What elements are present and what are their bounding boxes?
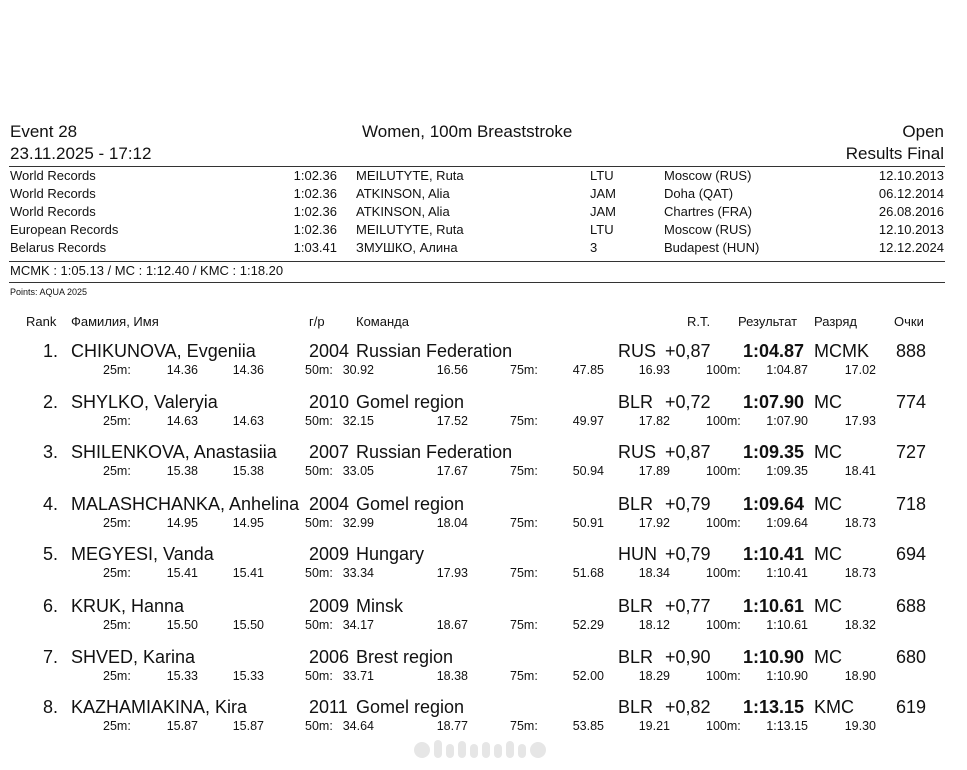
fina-points: 680 xyxy=(895,647,926,667)
split-25-diff: 14.95 xyxy=(232,516,264,530)
reaction-time: +0,87 xyxy=(665,442,711,462)
birth-year: 2010 xyxy=(309,392,350,412)
result-rank: 1. xyxy=(42,341,58,361)
split-25-diff: 14.36 xyxy=(232,363,264,377)
col-rt: R.T. xyxy=(687,314,711,329)
split-50: 30.92 xyxy=(342,363,374,377)
record-place: Moscow (RUS) xyxy=(664,222,752,237)
split-50: 33.05 xyxy=(342,464,374,478)
points-note: Points: AQUA 2025 xyxy=(10,287,88,297)
split-25-diff: 15.41 xyxy=(232,566,264,580)
split-25-diff: 15.38 xyxy=(232,464,264,478)
split-50-diff: 18.38 xyxy=(436,669,468,683)
record-nation: JAM xyxy=(590,204,616,219)
split-100-diff: 18.41 xyxy=(844,464,876,478)
qualification-class: MC xyxy=(814,494,842,514)
team-name: Russian Federation xyxy=(356,341,513,361)
split-label-25: 25m: xyxy=(103,719,131,733)
athlete-name: CHIKUNOVA, Evgeniia xyxy=(71,341,256,361)
split-100: 1:04.87 xyxy=(766,363,808,377)
split-75: 50.91 xyxy=(572,516,604,530)
split-75: 47.85 xyxy=(572,363,604,377)
reaction-time: +0,82 xyxy=(665,697,711,717)
col-class: Разряд xyxy=(814,314,857,329)
birth-year: 2004 xyxy=(309,494,350,514)
qualification-class: MCMK xyxy=(814,341,869,361)
split-100: 1:09.64 xyxy=(766,516,808,530)
final-time: 1:10.41 xyxy=(742,544,804,564)
split-50-diff: 18.77 xyxy=(436,719,468,733)
split-50: 32.15 xyxy=(342,414,374,428)
record-date: 06.12.2014 xyxy=(878,186,944,201)
record-type: World Records xyxy=(10,186,96,201)
athlete-name: MEGYESI, Vanda xyxy=(71,544,214,564)
split-100-diff: 18.73 xyxy=(844,516,876,530)
result-rank: 2. xyxy=(42,392,58,412)
split-25: 15.41 xyxy=(166,566,198,580)
split-label-50: 50m: xyxy=(305,719,333,733)
split-50-diff: 16.56 xyxy=(436,363,468,377)
athlete-name: SHYLKO, Valeryia xyxy=(71,392,218,412)
split-75-diff: 16.93 xyxy=(638,363,670,377)
split-label-25: 25m: xyxy=(103,669,131,683)
qualification-class: KMC xyxy=(814,697,854,717)
split-75: 49.97 xyxy=(572,414,604,428)
col-result: Результат xyxy=(738,314,798,329)
final-time: 1:04.87 xyxy=(742,341,804,361)
athlete-name: KAZHAMIAKINA, Kira xyxy=(71,697,248,717)
split-75-diff: 18.34 xyxy=(638,566,670,580)
record-time: 1:02.36 xyxy=(293,186,337,201)
split-50-diff: 17.52 xyxy=(436,414,468,428)
split-50: 33.71 xyxy=(342,669,374,683)
result-rank: 5. xyxy=(42,544,58,564)
team-name: Minsk xyxy=(356,596,404,616)
fina-points: 619 xyxy=(895,697,926,717)
split-50: 32.99 xyxy=(342,516,374,530)
nation-code: BLR xyxy=(618,596,654,616)
record-time: 1:03.41 xyxy=(293,240,337,255)
split-label-100: 100m: xyxy=(706,516,741,530)
split-label-50: 50m: xyxy=(305,363,333,377)
col-name: Фамилия, Имя xyxy=(71,314,159,329)
result-rank: 3. xyxy=(42,442,58,462)
qualification-standards: MCMK : 1:05.13 / MC : 1:12.40 / KMC : 1:18.20 xyxy=(10,263,284,278)
record-date: 12.10.2013 xyxy=(878,168,944,183)
record-holder: MEILUTYTE, Ruta xyxy=(356,168,464,183)
split-75-diff: 17.92 xyxy=(638,516,670,530)
split-25: 14.36 xyxy=(166,363,198,377)
split-label-100: 100m: xyxy=(706,414,741,428)
split-25-diff: 15.87 xyxy=(232,719,264,733)
split-50-diff: 17.93 xyxy=(436,566,468,580)
athlete-name: SHVED, Karina xyxy=(71,647,196,667)
record-holder: ATKINSON, Alia xyxy=(356,186,450,201)
split-100: 1:10.61 xyxy=(766,618,808,632)
record-nation: JAM xyxy=(590,186,616,201)
record-type: World Records xyxy=(10,204,96,219)
nation-code: BLR xyxy=(618,697,654,717)
split-label-25: 25m: xyxy=(103,363,131,377)
birth-year: 2004 xyxy=(309,341,350,361)
split-label-75: 75m: xyxy=(510,618,538,632)
split-label-100: 100m: xyxy=(706,618,741,632)
split-75: 52.29 xyxy=(572,618,604,632)
birth-year: 2009 xyxy=(309,544,350,564)
split-75-diff: 18.29 xyxy=(638,669,670,683)
split-label-100: 100m: xyxy=(706,566,741,580)
athlete-name: KRUK, Hanna xyxy=(71,596,185,616)
split-label-75: 75m: xyxy=(510,566,538,580)
record-time: 1:02.36 xyxy=(293,204,337,219)
split-25-diff: 15.50 xyxy=(232,618,264,632)
split-100-diff: 18.32 xyxy=(844,618,876,632)
split-25: 15.33 xyxy=(166,669,198,683)
reaction-time: +0,79 xyxy=(665,494,711,514)
record-place: Chartres (FRA) xyxy=(664,204,753,219)
records-divider xyxy=(9,261,945,262)
final-time: 1:09.64 xyxy=(742,494,804,514)
results-status: Results Final xyxy=(845,144,944,163)
event-category: Open xyxy=(902,122,944,141)
fina-points: 688 xyxy=(895,596,926,616)
birth-year: 2009 xyxy=(309,596,350,616)
split-label-100: 100m: xyxy=(706,464,741,478)
col-year: г/р xyxy=(309,314,325,329)
split-label-50: 50m: xyxy=(305,618,333,632)
birth-year: 2006 xyxy=(309,647,350,667)
col-points: Очки xyxy=(894,314,924,329)
birth-year: 2011 xyxy=(309,697,348,717)
split-50: 34.64 xyxy=(342,719,374,733)
team-name: Hungary xyxy=(356,544,425,564)
split-75-diff: 19.21 xyxy=(638,719,670,733)
split-100: 1:10.41 xyxy=(766,566,808,580)
nation-code: RUS xyxy=(618,341,657,361)
split-50: 34.17 xyxy=(342,618,374,632)
record-nation: 3 xyxy=(590,240,598,255)
split-75: 50.94 xyxy=(572,464,604,478)
split-50-diff: 18.67 xyxy=(436,618,468,632)
result-rank: 8. xyxy=(42,697,58,717)
nation-code: RUS xyxy=(618,442,657,462)
split-100: 1:09.35 xyxy=(766,464,808,478)
split-75: 53.85 xyxy=(572,719,604,733)
split-75-diff: 17.82 xyxy=(638,414,670,428)
team-name: Gomel region xyxy=(356,697,465,717)
split-label-75: 75m: xyxy=(510,669,538,683)
split-label-75: 75m: xyxy=(510,719,538,733)
split-25: 15.50 xyxy=(166,618,198,632)
reaction-time: +0,79 xyxy=(665,544,711,564)
record-date: 12.10.2013 xyxy=(878,222,944,237)
final-time: 1:10.90 xyxy=(742,647,804,667)
event-datetime: 23.11.2025 - 17:12 xyxy=(10,144,152,163)
fina-points: 888 xyxy=(895,341,926,361)
split-25-diff: 14.63 xyxy=(232,414,264,428)
result-rank: 4. xyxy=(42,494,58,514)
record-type: Belarus Records xyxy=(10,240,107,255)
event-number: Event 28 xyxy=(10,122,78,141)
record-place: Doha (QAT) xyxy=(664,186,734,201)
team-name: Gomel region xyxy=(356,494,465,514)
nation-code: BLR xyxy=(618,392,654,412)
split-label-50: 50m: xyxy=(305,516,333,530)
split-100-diff: 17.93 xyxy=(844,414,876,428)
split-100-diff: 18.90 xyxy=(844,669,876,683)
split-label-50: 50m: xyxy=(305,414,333,428)
split-75-diff: 18.12 xyxy=(638,618,670,632)
record-holder: ATKINSON, Alia xyxy=(356,204,450,219)
split-25: 15.87 xyxy=(166,719,198,733)
record-time: 1:02.36 xyxy=(293,222,337,237)
final-time: 1:10.61 xyxy=(742,596,804,616)
split-75: 51.68 xyxy=(572,566,604,580)
split-50: 33.34 xyxy=(342,566,374,580)
nation-code: HUN xyxy=(618,544,657,564)
reaction-time: +0,72 xyxy=(665,392,711,412)
result-rank: 7. xyxy=(42,647,58,667)
team-name: Russian Federation xyxy=(356,442,513,462)
split-label-50: 50m: xyxy=(305,669,333,683)
record-date: 12.12.2024 xyxy=(878,240,944,255)
reaction-time: +0,90 xyxy=(665,647,711,667)
split-25: 14.63 xyxy=(166,414,198,428)
col-rank: Rank xyxy=(26,314,57,329)
split-100-diff: 17.02 xyxy=(844,363,876,377)
split-label-25: 25m: xyxy=(103,464,131,478)
team-name: Gomel region xyxy=(356,392,465,412)
split-label-25: 25m: xyxy=(103,618,131,632)
record-holder: ЗМУШКО, Алина xyxy=(356,240,458,255)
split-100-diff: 18.73 xyxy=(844,566,876,580)
team-name: Brest region xyxy=(356,647,454,667)
standards-divider xyxy=(9,282,945,283)
split-100-diff: 19.30 xyxy=(844,719,876,733)
record-holder: MEILUTYTE, Ruta xyxy=(356,222,464,237)
record-place: Budapest (HUN) xyxy=(664,240,760,255)
split-label-100: 100m: xyxy=(706,363,741,377)
qualification-class: MC xyxy=(814,596,842,616)
nation-code: BLR xyxy=(618,494,654,514)
record-place: Moscow (RUS) xyxy=(664,168,752,183)
split-label-75: 75m: xyxy=(510,414,538,428)
record-type: European Records xyxy=(10,222,119,237)
reaction-time: +0,87 xyxy=(665,341,711,361)
athlete-name: SHILENKOVA, Anastasiia xyxy=(71,442,277,462)
watermark-logo xyxy=(412,738,552,760)
result-rank: 6. xyxy=(42,596,58,616)
birth-year: 2007 xyxy=(309,442,350,462)
final-time: 1:09.35 xyxy=(742,442,804,462)
split-label-100: 100m: xyxy=(706,669,741,683)
split-75-diff: 17.89 xyxy=(638,464,670,478)
split-100: 1:13.15 xyxy=(766,719,808,733)
split-75: 52.00 xyxy=(572,669,604,683)
split-label-75: 75m: xyxy=(510,516,538,530)
split-label-100: 100m: xyxy=(706,719,741,733)
fina-points: 718 xyxy=(895,494,926,514)
split-25-diff: 15.33 xyxy=(232,669,264,683)
split-label-75: 75m: xyxy=(510,363,538,377)
record-time: 1:02.36 xyxy=(293,168,337,183)
header-divider xyxy=(9,166,945,167)
split-50-diff: 17.67 xyxy=(436,464,468,478)
split-label-50: 50m: xyxy=(305,566,333,580)
split-25: 15.38 xyxy=(166,464,198,478)
split-25: 14.95 xyxy=(166,516,198,530)
qualification-class: MC xyxy=(814,392,842,412)
split-label-75: 75m: xyxy=(510,464,538,478)
final-time: 1:07.90 xyxy=(742,392,804,412)
fina-points: 694 xyxy=(895,544,926,564)
fina-points: 727 xyxy=(895,442,926,462)
record-date: 26.08.2016 xyxy=(878,204,944,219)
record-type: World Records xyxy=(10,168,96,183)
fina-points: 774 xyxy=(895,392,926,412)
split-label-25: 25m: xyxy=(103,566,131,580)
split-50-diff: 18.04 xyxy=(436,516,468,530)
final-time: 1:13.15 xyxy=(742,697,804,717)
split-label-50: 50m: xyxy=(305,464,333,478)
split-label-25: 25m: xyxy=(103,414,131,428)
col-team: Команда xyxy=(356,314,409,329)
reaction-time: +0,77 xyxy=(665,596,711,616)
athlete-name: MALASHCHANKA, Anhelina xyxy=(71,494,300,514)
qualification-class: MC xyxy=(814,442,842,462)
event-title: Women, 100m Breaststroke xyxy=(362,122,573,141)
split-100: 1:10.90 xyxy=(766,669,808,683)
nation-code: BLR xyxy=(618,647,654,667)
qualification-class: MC xyxy=(814,544,842,564)
record-nation: LTU xyxy=(590,168,614,183)
split-label-25: 25m: xyxy=(103,516,131,530)
record-nation: LTU xyxy=(590,222,614,237)
split-100: 1:07.90 xyxy=(766,414,808,428)
qualification-class: MC xyxy=(814,647,842,667)
